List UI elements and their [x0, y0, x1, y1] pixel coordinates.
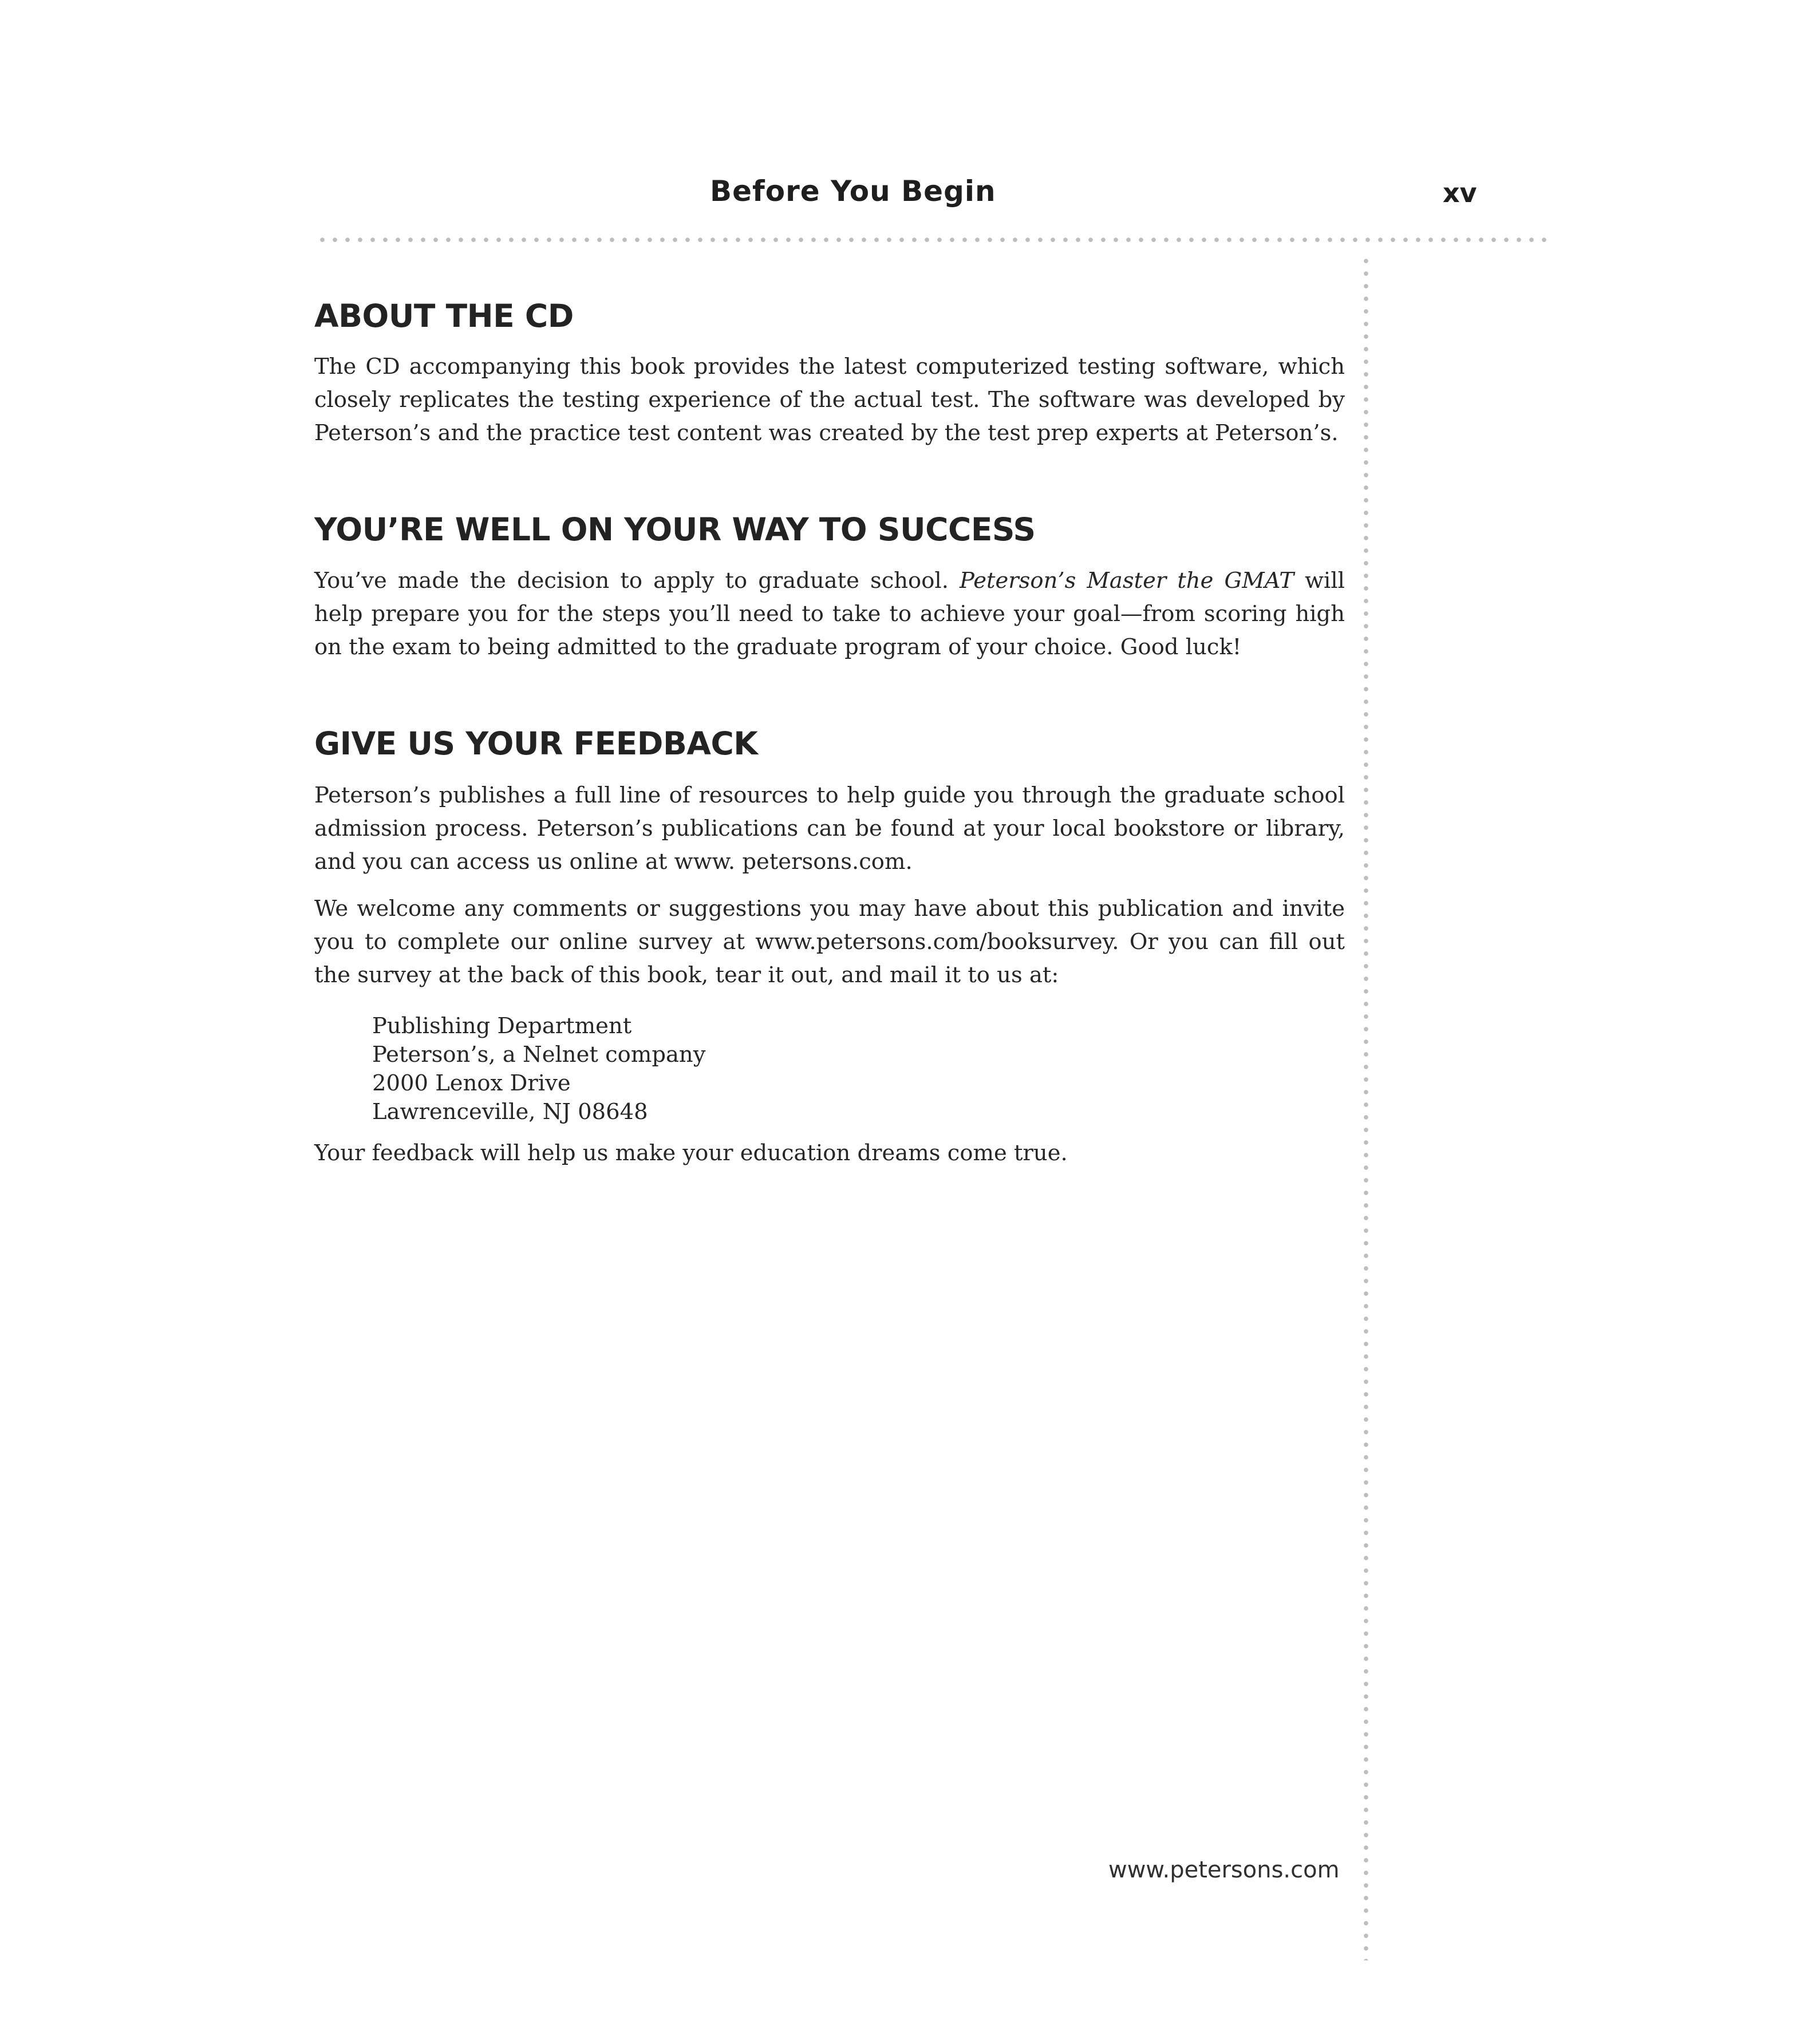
feedback-paragraph-survey: We welcome any comments or suggestions you may have about this publication and invite you to complete our online survey at www.petersons.com/booksurvey. Or you can fill out the survey at the back of this book, tear it out, and mail it to us at:	[314, 896, 1345, 988]
dotted-rule-vertical	[1363, 255, 1369, 1960]
page-number: xv	[1443, 177, 1477, 208]
address-line: 2000 Lenox Drive	[372, 1070, 571, 1096]
feedback-closing: Your feedback will help us make your education dreams come true.	[314, 1140, 1068, 1166]
section-heading-success: YOU’RE WELL ON YOUR WAY TO SUCCESS	[314, 511, 1036, 548]
dotted-rule-horizontal	[316, 237, 1547, 243]
section-heading-feedback: GIVE US YOUR FEEDBACK	[314, 725, 758, 762]
mailing-address	[372, 1012, 705, 1126]
about-cd-paragraph: The CD accompanying this book provides the latest computerized testing software, which closely replicates the testing experience of the actual test. The software was developed by Peterson’s and the practice test content was created by the test prep experts at Peterson’s.	[314, 354, 1345, 446]
address-line: Publishing Department	[372, 1013, 632, 1039]
success-text-before-title: You’ve made the decision to apply to graduate school.	[314, 568, 960, 594]
feedback-paragraph-resources: Peterson’s publishes a full line of resources to help guide you through the graduate school admission process. Peterson’s publications can be found at your local bookstore or library, and you can access us online at www. petersons.com.	[314, 782, 1345, 875]
success-paragraph	[314, 564, 1345, 664]
book-title: Peterson’s Master the GMAT	[960, 568, 1294, 594]
running-head-title: Before You Begin	[710, 175, 996, 208]
section-heading-about-cd: ABOUT THE CD	[314, 298, 574, 334]
success-text-after-title: will help prepare you for the steps you’ll need to take to achieve your goal—from scoring high on the exam to being admitted to the graduate program of your choice. Good luck!	[314, 568, 1345, 660]
footer-url: www.petersons.com	[1108, 1857, 1340, 1883]
address-line: Peterson’s, a Nelnet company	[372, 1042, 706, 1068]
address-line: Lawrenceville, NJ 08648	[372, 1099, 648, 1125]
